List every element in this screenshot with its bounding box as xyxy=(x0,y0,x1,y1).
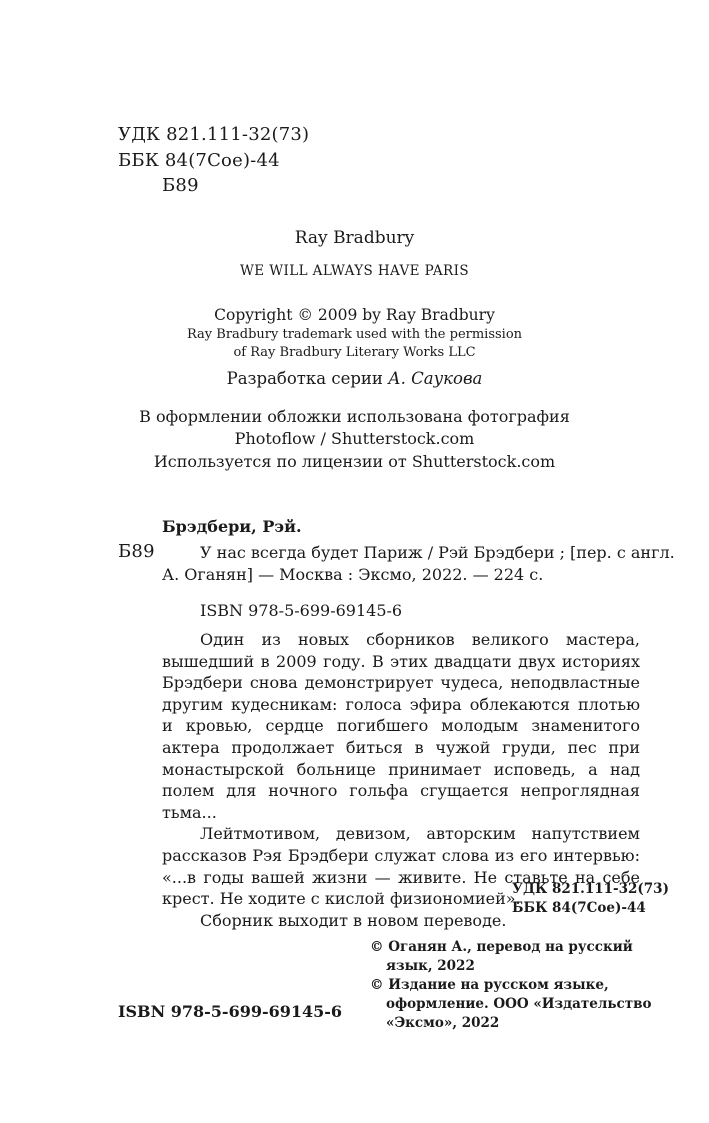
translation-copyright-line-1: © Оганян А., перевод на русский xyxy=(370,939,633,955)
series-design-credit xyxy=(0,368,709,390)
annotation-paragraph: Один из новых сборников великого мастера, вышедший в 2009 году. В этих двадцати двух историях Брэдбери снова демонстрирует чудеса, неподвластные другим кудесникам: голоса эфира облекаются плотью и кровью, сердце погибшего молодым знаменитого актера продолжает биться в чужой груди, пес при монастырской больнице принимает исповедь, а над полем для ночного гольфа сгущается непроглядная тьма... xyxy=(162,630,640,822)
footer-isbn: ISBN 978-5-699-69145-6 xyxy=(118,1002,343,1021)
author-mark: Б89 xyxy=(162,175,199,196)
trademark-line-2: of Ray Bradbury Literary Works LLC xyxy=(233,345,476,360)
original-title: WE WILL ALWAYS HAVE PARIS xyxy=(240,263,469,279)
catalog-author-mark: Б89 xyxy=(118,541,155,562)
edition-copyright-line-3: «Эксмо», 2022 xyxy=(386,1015,500,1031)
annotation-paragraph: Лейтмотивом, девизом, авторским напутствием рассказов Рэя Брэдбери служат слова из его интервью: «...в годы вашей жизни — живите. Не ставьте на себе крест. Не ходите с кислой физиономией». xyxy=(162,824,640,909)
copyright-line: Copyright © 2009 by Ray Bradbury xyxy=(214,306,495,324)
udk-code: УДК 821.111-32(73) xyxy=(118,124,310,145)
series-prefix: Разработка серии xyxy=(226,369,383,388)
cover-credit-line-1: В оформлении обложки использована фотография xyxy=(139,407,570,426)
catalog-entry-line-2: А. Оганян] — Москва : Эксмо, 2022. — 224 с. xyxy=(162,565,544,584)
trademark-line-1: Ray Bradbury trademark used with the permission xyxy=(186,327,523,342)
cover-credit-line-2: Photoflow / Shutterstock.com xyxy=(234,429,475,448)
catalog-entry-line-1: У нас всегда будет Париж / Рэй Брэдбери ; [пер. с англ. xyxy=(200,543,675,562)
catalog-isbn: ISBN 978-5-699-69145-6 xyxy=(200,601,403,620)
bbk-code-repeat: ББК 84(7Сое)-44 xyxy=(512,900,646,916)
udk-code-repeat: УДК 821.111-32(73) xyxy=(512,881,669,897)
original-author: Ray Bradbury xyxy=(294,228,415,248)
cover-credit-line-3: Используется по лицензии от Shutterstock.com xyxy=(153,452,556,471)
translation-copyright-line-2: язык, 2022 xyxy=(386,958,475,974)
series-designer: А. Саукова xyxy=(388,369,483,388)
edition-copyright-line-2: оформление. ООО «Издательство xyxy=(386,996,652,1012)
catalog-author-heading: Брэдбери, Рэй. xyxy=(162,517,302,536)
bbk-code: ББК 84(7Сое)-44 xyxy=(118,150,280,171)
edition-copyright-line-1: © Издание на русском языке, xyxy=(370,977,609,993)
annotation-paragraph: Сборник выходит в новом переводе. xyxy=(200,910,507,930)
